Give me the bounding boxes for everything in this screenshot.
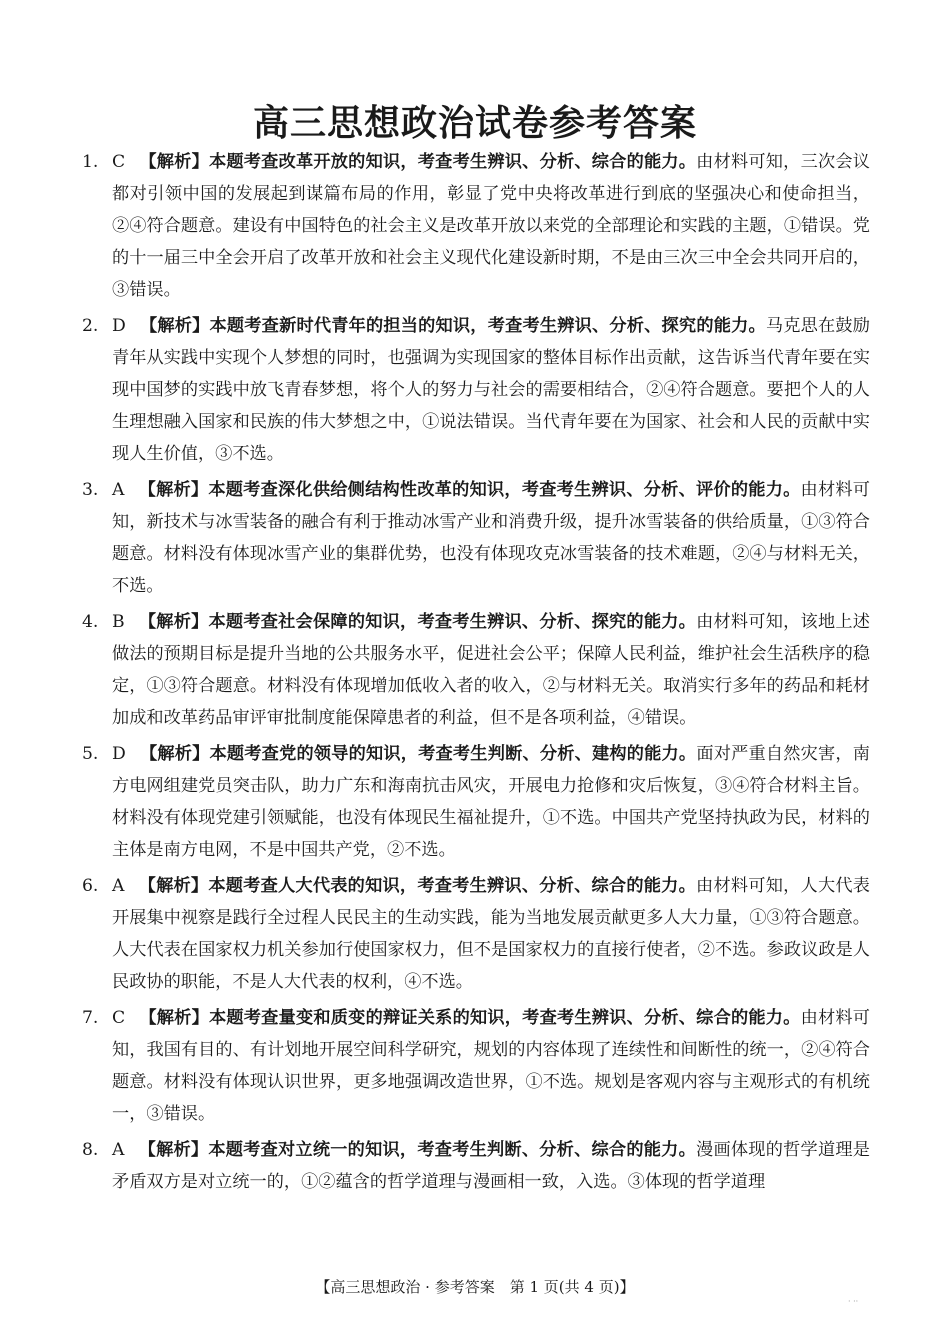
analysis-lead: 本题考查人大代表的知识，考查考生辨识、分析、综合的能力。 bbox=[208, 876, 697, 896]
analysis-lead: 本题考查新时代青年的担当的知识，考查考生辨识、分析、探究的能力。 bbox=[209, 316, 766, 336]
answer-item-7 bbox=[82, 1002, 870, 1130]
question-number: 2. bbox=[82, 316, 99, 336]
answer-choice: C bbox=[112, 152, 126, 172]
question-number: 7. bbox=[82, 1008, 99, 1028]
answer-choice: D bbox=[112, 316, 126, 336]
question-number: 1. bbox=[82, 152, 99, 172]
analysis-body: 由材料可知，人大代表开展集中视察是践行全过程人民民主的生动实践，能为当地发展贡献更多人大力量，①③符合题意。人大代表在国家权力机关参加行使国家权力，但不是国家权力的直接行使者，②不选。参政议政是人民政协的职能，不是人大代表的权利，④不选。 bbox=[112, 876, 870, 992]
answer-choice: C bbox=[112, 1008, 126, 1028]
answer-choice: A bbox=[112, 876, 125, 896]
analysis-lead: 本题考查对立统一的知识，考查考生判断、分析、综合的能力。 bbox=[208, 1140, 697, 1160]
answer-item-3 bbox=[82, 474, 870, 602]
analysis-tag: 【解析】 bbox=[139, 316, 210, 336]
answer-choice: A bbox=[112, 1140, 125, 1160]
analysis-body: 面对严重自然灾害，南方电网组建党员突击队，助力广东和海南抗击风灾，开展电力抢修和灾后恢复，③④符合材料主旨。材料没有体现党建引领赋能，也没有体现民生福祉提升，①不选。中国共产党坚持执政为民，材料的主体是南方电网，不是中国共产党，②不选。 bbox=[112, 744, 870, 860]
analysis-tag: 【解析】 bbox=[138, 480, 209, 500]
answer-choice: A bbox=[112, 480, 125, 500]
page-footer: 【高三思想政治 · 参考答案 第 1 页(共 4 页)】 bbox=[315, 1278, 635, 1296]
analysis-lead: 本题考查改革开放的知识，考查考生辨识、分析、综合的能力。 bbox=[208, 152, 697, 172]
question-number: 4. bbox=[82, 612, 99, 632]
analysis-tag: 【解析】 bbox=[139, 152, 209, 172]
answer-choice: D bbox=[112, 744, 126, 764]
answer-choice: B bbox=[112, 612, 125, 632]
answer-item-1 bbox=[82, 146, 870, 306]
analysis-lead: 本题考查深化供给侧结构性改革的知识，考查考生辨识、分析、评价的能力。 bbox=[208, 480, 801, 500]
analysis-tag: 【解析】 bbox=[138, 1140, 209, 1160]
analysis-body: 由材料可知，该地上述做法的预期目标是提升当地的公共服务水平，促进社会公平；保障人民利益，维护社会生活秩序的稳定，①③符合题意。材料没有体现增加低收入者的收入，②与材料无关。取消实行多年的药品和耗材加成和改革药品审评审批制度能保障患者的利益，但不是各项利益，④错误。 bbox=[112, 612, 870, 728]
page-title: 高三思想政治试卷参考答案 bbox=[252, 103, 697, 144]
question-number: 5. bbox=[82, 744, 99, 764]
analysis-body: 由材料可知，三次会议都对引领中国的发展起到谋篇布局的作用，彰显了党中央将改革进行到底的坚强决心和使命担当，②④符合题意。建设有中国特色的社会主义是改革开放以来党的全部理论和实践的主题，①错误。党的十一届三中全会开启了改革开放和社会主义现代化建设新时期，不是由三次三中全会共同开启的，③错误。 bbox=[112, 152, 870, 300]
corner-mark: · ·· bbox=[848, 1297, 859, 1306]
question-number: 8. bbox=[82, 1140, 99, 1160]
analysis-lead: 本题考查社会保障的知识，考查考生辨识、分析、探究的能力。 bbox=[208, 612, 697, 632]
analysis-body: 由材料可知，新技术与冰雪装备的融合有利于推动冰雪产业和消费升级，提升冰雪装备的供给质量，①③符合题意。材料没有体现冰雪产业的集群优势，也没有体现攻克冰雪装备的技术难题，②④与材料无关，不选。 bbox=[112, 480, 870, 596]
answer-item-2 bbox=[82, 310, 870, 470]
analysis-body: 漫画体现的哲学道理是矛盾双方是对立统一的，①②蕴含的哲学道理与漫画相一致，入选。③体现的哲学道理 bbox=[112, 1140, 870, 1192]
analysis-tag: 【解析】 bbox=[138, 876, 209, 896]
answer-list bbox=[82, 146, 870, 1202]
question-number: 6. bbox=[82, 876, 99, 896]
analysis-tag: 【解析】 bbox=[138, 612, 209, 632]
answer-item-5 bbox=[82, 738, 870, 866]
question-number: 3. bbox=[82, 480, 99, 500]
answer-item-4 bbox=[82, 606, 870, 734]
analysis-tag: 【解析】 bbox=[139, 744, 210, 764]
analysis-body: 马克思在鼓励青年从实践中实现个人梦想的同时，也强调为实现国家的整体目标作出贡献，这告诉当代青年要在实现中国梦的实践中放飞青春梦想，将个人的努力与社会的需要相结合，②④符合题意。要把个人的人生理想融入国家和民族的伟大梦想之中，①说法错误。当代青年要在为国家、社会和人民的贡献中实现人生价值，③不选。 bbox=[112, 316, 870, 464]
answer-item-8 bbox=[82, 1134, 870, 1198]
answer-item-6 bbox=[82, 870, 870, 998]
analysis-lead: 本题考查量变和质变的辩证关系的知识，考查考生辨识、分析、综合的能力。 bbox=[208, 1008, 801, 1028]
analysis-lead: 本题考查党的领导的知识，考查考生判断、分析、建构的能力。 bbox=[209, 744, 697, 764]
analysis-body: 由材料可知，我国有目的、有计划地开展空间科学研究，规划的内容体现了连续性和间断性的统一，②④符合题意。材料没有体现认识世界，更多地强调改造世界，①不选。规划是客观内容与主观形式的有机统一，③错误。 bbox=[112, 1008, 870, 1124]
analysis-tag: 【解析】 bbox=[139, 1008, 209, 1028]
